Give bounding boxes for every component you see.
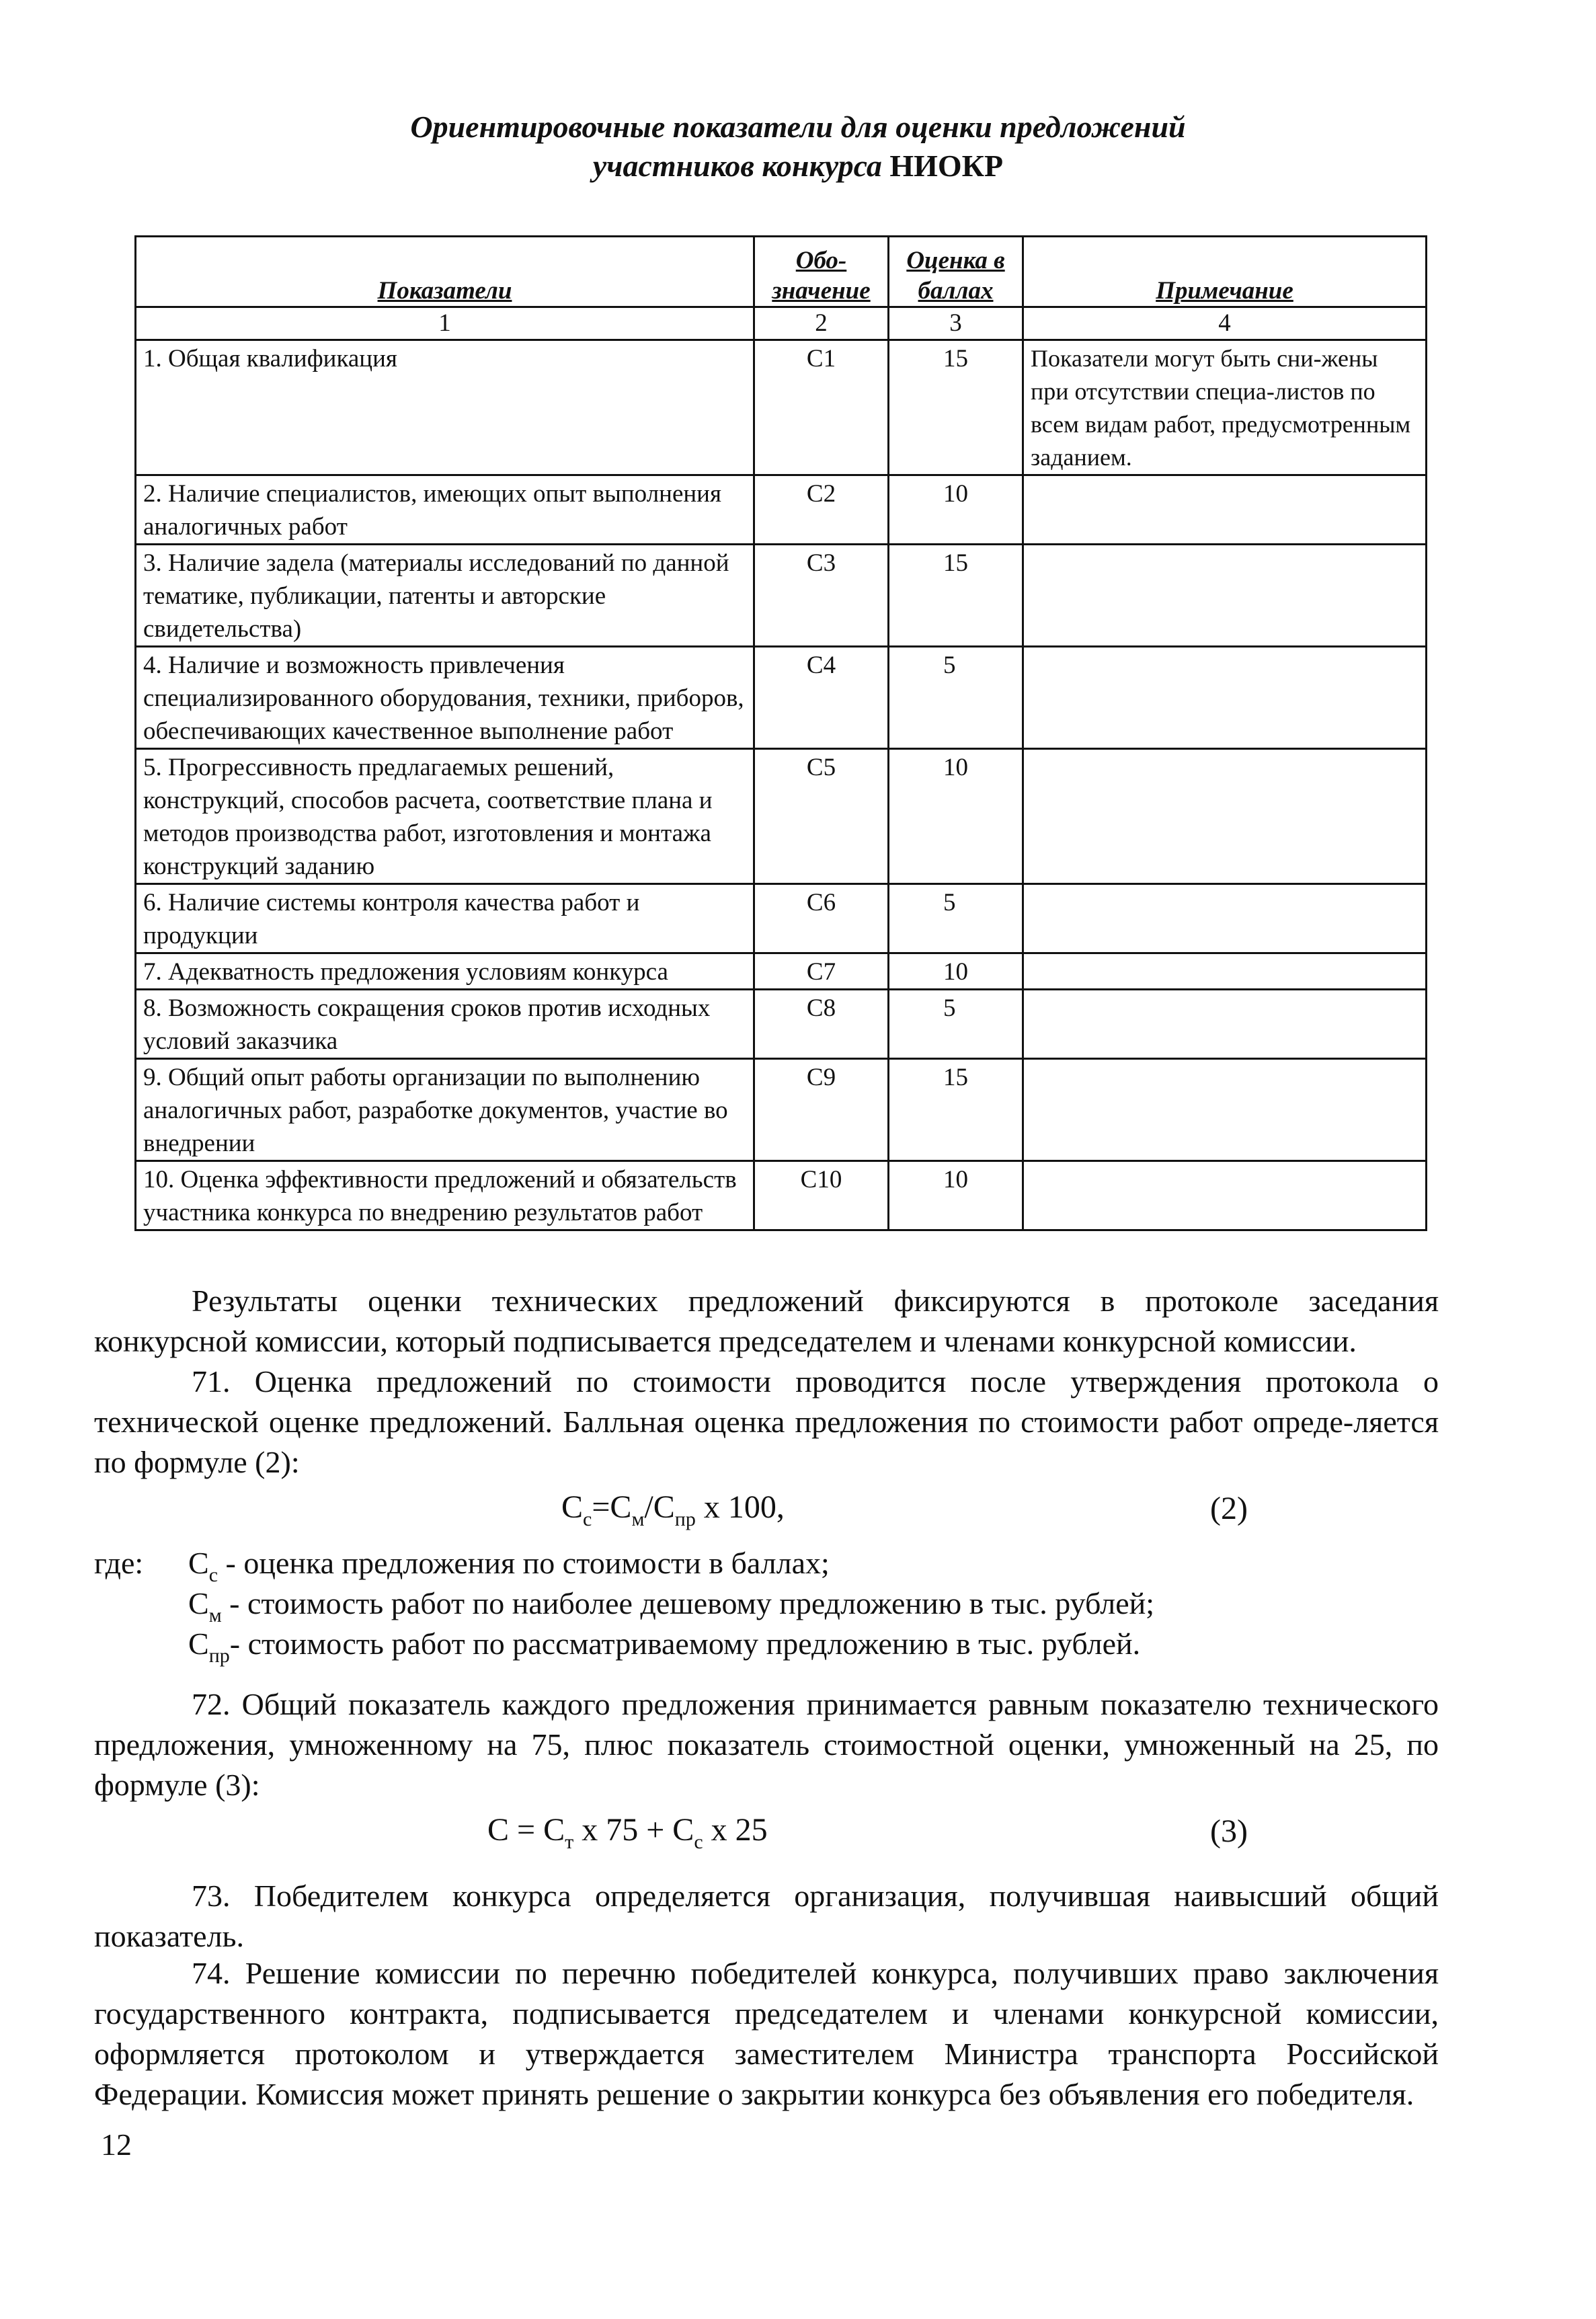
header-note: Примечание — [1023, 237, 1427, 307]
score-cell: 15 — [889, 1059, 1023, 1161]
table-row — [136, 340, 1427, 475]
score-cell: 10 — [889, 1161, 1023, 1230]
score-cell: 5 — [889, 647, 1023, 749]
indicator-cell: 10. Оценка эффективности предложений и обязательств участника конкурса по внедрению результатов работ — [136, 1161, 754, 1230]
score-cell: 10 — [889, 475, 1023, 545]
column-number-row — [136, 307, 1427, 340]
table-row — [136, 475, 1427, 545]
note-cell — [1023, 953, 1427, 990]
score-cell: 5 — [889, 884, 1023, 953]
indicator-cell: 2. Наличие специалистов, имеющих опыт выполнения аналогичных работ — [136, 475, 754, 545]
column-number: 3 — [889, 307, 1023, 340]
header-designation: Обо-значение — [754, 237, 889, 307]
score-cell: 10 — [889, 749, 1023, 884]
column-number: 1 — [136, 307, 754, 340]
paragraph-73: 73. Победителем конкурса определяется организация, получившая наивысший общий показатель. — [94, 1879, 1439, 1953]
title-line-2-text: участников конкурса — [592, 149, 890, 183]
indicator-cell: 9. Общий опыт работы организации по выполнению аналогичных работ, разработке документов, участие во внедрении — [136, 1059, 754, 1161]
note-cell — [1023, 990, 1427, 1059]
results-paragraph: Результаты оценки технических предложений фиксируются в протоколе заседания конкурсной комиссии, который подписывается председателем и членами конкурсной комиссии. — [94, 1284, 1439, 1358]
column-number: 2 — [754, 307, 889, 340]
formula-3-number: (3) — [1210, 1813, 1248, 1849]
code-cell: С10 — [754, 1161, 889, 1230]
indicator-cell: 3. Наличие задела (материалы исследований по данной тематике, публикации, патенты и авторские свидетельства) — [136, 545, 754, 647]
indicator-cell: 8. Возможность сокращения сроков против исходных условий заказчика — [136, 990, 754, 1059]
note-cell — [1023, 1059, 1427, 1161]
where-label: где: — [94, 1546, 144, 1580]
code-cell: С3 — [754, 545, 889, 647]
table-header-row — [136, 237, 1427, 307]
table-row — [136, 1161, 1427, 1230]
note-cell — [1023, 475, 1427, 545]
page-number: 12 — [101, 2127, 132, 2162]
note-cell — [1023, 749, 1427, 884]
table-row — [136, 884, 1427, 953]
table-row — [136, 1059, 1427, 1161]
code-cell: С1 — [754, 340, 889, 475]
note-cell — [1023, 545, 1427, 647]
indicator-cell: 1. Общая квалификация — [136, 340, 754, 475]
note-cell — [1023, 884, 1427, 953]
title-line-1: Ориентировочные показатели для оценки предложений — [410, 110, 1186, 144]
score-cell: 15 — [889, 340, 1023, 475]
indicator-cell: 7. Адекватность предложения условиям конкурса — [136, 953, 754, 990]
table-row — [136, 953, 1427, 990]
note-cell: Показатели могут быть сни-жены при отсутствии специа-листов по всем видам работ, предусмотренным заданием. — [1023, 340, 1427, 475]
note-cell — [1023, 1161, 1427, 1230]
where-item: $С_с$ - оценка предложения по стоимости в баллах; — [188, 1546, 830, 1586]
header-indicators: Показатели — [136, 237, 754, 307]
where-item: $С_{пр}-$ стоимость работ по рассматриваемому предложению в тыс. рублей. — [188, 1626, 1141, 1667]
formula-3: $С = С_т$ х $75 + С_с$ х 25 — [487, 1812, 768, 1853]
indicators-table — [134, 235, 1427, 1231]
indicator-cell: 4. Наличие и возможность привлечения специализированного оборудования, техники, приборов, обеспечивающих качественное выполнение работ — [136, 647, 754, 749]
score-cell: 15 — [889, 545, 1023, 647]
document-title — [0, 108, 1596, 186]
title-abbr: НИОКР — [889, 149, 1004, 183]
table-row — [136, 990, 1427, 1059]
header-score: Оценка в баллах — [889, 237, 1023, 307]
title-line-2 — [0, 147, 1596, 186]
code-cell: С9 — [754, 1059, 889, 1161]
note-cell — [1023, 647, 1427, 749]
code-cell: С8 — [754, 990, 889, 1059]
paragraph-71: 71. Оценка предложений по стоимости проводится после утверждения протокола о технической оценке предложений. Балльная оценка предложения по стоимости работ опреде-ляется по формуле (2): — [94, 1364, 1439, 1479]
table-row — [136, 545, 1427, 647]
formula-2: $С_с=С_м/С_{пр}$ х 100, — [561, 1489, 785, 1530]
code-cell: С7 — [754, 953, 889, 990]
code-cell: С5 — [754, 749, 889, 884]
indicator-cell: 6. Наличие системы контроля качества работ и продукции — [136, 884, 754, 953]
code-cell: С2 — [754, 475, 889, 545]
score-cell: 5 — [889, 990, 1023, 1059]
column-number: 4 — [1023, 307, 1427, 340]
score-cell: 10 — [889, 953, 1023, 990]
formula-2-number: (2) — [1210, 1491, 1248, 1526]
table-row — [136, 647, 1427, 749]
code-cell: С4 — [754, 647, 889, 749]
paragraph-74: 74. Решение комиссии по перечню победителей конкурса, получивших право заключения государственного контракта, подписывается председателем и членами конкурсной комиссии, оформляется протоколом и утверждается заместителем Министра транспорта Российской Федерации. Комиссия может принять решение о закрытии конкурса без объявления его победителя. — [94, 1956, 1439, 2111]
indicator-cell: 5. Прогрессивность предлагаемых решений, конструкций, способов расчета, соответствие плана и методов производства работ, изготовления и монтажа конструкций заданию — [136, 749, 754, 884]
paragraph-72: 72. Общий показатель каждого предложения принимается равным показателю технического предложения, умноженному на 75, плюс показатель стоимостной оценки, умноженный на 25, по формуле (3): — [94, 1687, 1439, 1802]
where-item: $С_м$ - стоимость работ по наиболее дешевому предложению в тыс. рублей; — [188, 1586, 1155, 1626]
table-row — [136, 749, 1427, 884]
code-cell: С6 — [754, 884, 889, 953]
